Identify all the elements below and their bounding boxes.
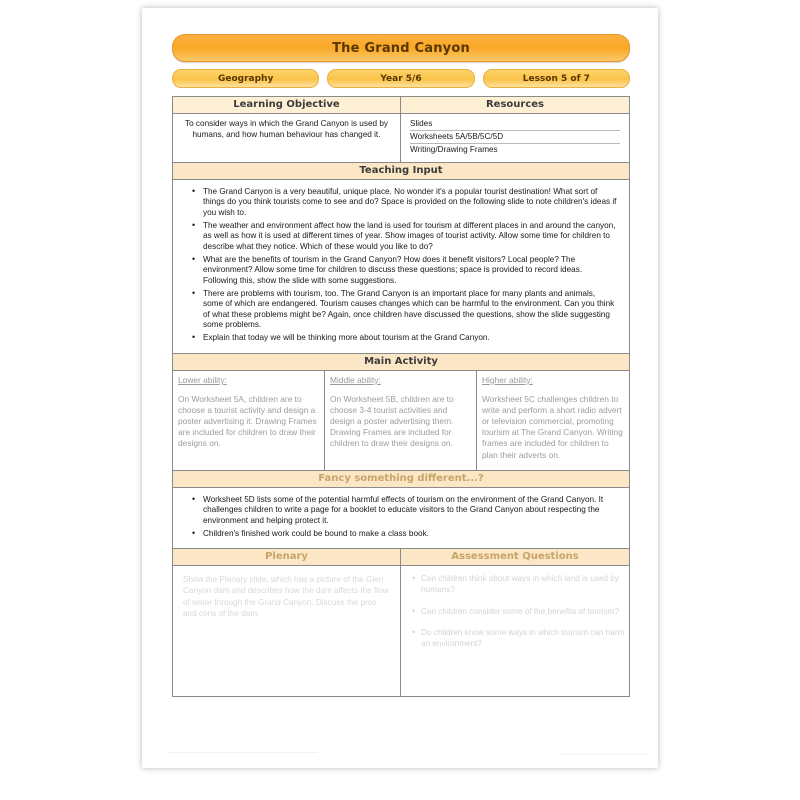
teaching-input-list	[185, 187, 617, 344]
list-item: Writing/Drawing Frames	[410, 145, 498, 155]
lower-ability-body: On Worksheet 5A, children are to choose a tourist activity and design a poster advertising it. Drawing Frames are included for children to draw their designs on.	[178, 393, 317, 449]
main-activity-middle-column	[325, 371, 477, 471]
table-row-plenary-assessment-headers	[173, 549, 629, 566]
fancy-body	[177, 490, 625, 547]
teaching-input-body	[177, 182, 625, 351]
middle-ability-body: On Worksheet 5B, children are to choose 3-4 tourist activities and design a poster advertising them. Drawing Frames are included for children to draw their designs on.	[330, 393, 454, 449]
table-row-plenary-assessment-body	[173, 566, 629, 697]
teaching-input-header: Teaching Input	[173, 163, 629, 180]
page-title: The Grand Canyon	[332, 40, 470, 56]
list-item: • Do children know some ways in which tourism can harm an environment?	[421, 628, 625, 649]
teaching-input-cell	[173, 180, 629, 354]
learning-objective-text: To consider ways in which the Grand Canyon is used by humans, and how human behaviour has changed it.	[185, 119, 388, 139]
lesson-pill	[483, 69, 630, 88]
resources-header: Resources	[401, 97, 629, 114]
list-item: Slides	[410, 118, 620, 131]
document-title-banner	[172, 34, 630, 62]
table-row-fancy-body	[173, 488, 629, 550]
year-pill	[327, 69, 474, 88]
fancy-something-different-header: Fancy something different...?	[173, 471, 629, 488]
table-row-teaching-body	[173, 180, 629, 354]
higher-ability-body: Worksheet 5C challenges children to write and perform a short radio advert or television commercial, promoting tourism at The Grand Canyon. Writing frames are included for children to plan their adverts on.	[482, 393, 623, 460]
plenary-text: Show the Plenary slide, which has a picture of the Glen Canyon dam and describes how the dam affects the flow of water through the Grand Canyon. Discuss the pros and cons of the dam.	[183, 575, 389, 618]
list-item: Worksheets 5A/5B/5C/5D	[410, 131, 620, 144]
subject-pill	[172, 69, 319, 88]
plenary-header: Plenary	[173, 549, 401, 566]
learning-objective-header: Learning Objective	[173, 97, 401, 114]
plenary-cell	[173, 566, 401, 697]
assessment-questions-list	[405, 574, 625, 649]
table-row-teaching-header	[173, 163, 629, 180]
list-item: • Worksheet 5D lists some of the potential harmful effects of tourism on the environment of the Grand Canyon. It challenges children to write a page for a booklet to educate visitors to the Grand Canyon about respecting the environment and helping protect it.	[201, 495, 617, 527]
assessment-questions-cell	[401, 566, 629, 697]
main-activity-lower-column	[173, 371, 325, 471]
lesson-plan-table	[172, 96, 630, 697]
table-row-main-activity-columns	[173, 371, 629, 471]
main-activity-higher-column	[477, 371, 629, 471]
main-activity-header: Main Activity	[173, 354, 629, 371]
list-item: • What are the benefits of tourism in the Grand Canyon? How does it benefit visitors? Local people? The environment? Allow some time for children to discuss these questions; space is provided to record ideas. Following this, show the slide with some suggestions.	[201, 255, 617, 287]
lesson-plan-document	[150, 14, 650, 762]
list-item: • There are problems with tourism, too. The Grand Canyon is an important place for many plants and animals, some of which are endangered. Tourism causes changes which can be harmful to the environment. Can you think of what these problems might be? Again, once children have discussed the questions, show the slide suggesting some problems.	[201, 289, 617, 332]
list-item: • Explain that today we will be thinking more about tourism at the Grand Canyon.	[201, 333, 617, 344]
higher-ability-label: Higher ability:	[482, 374, 533, 385]
list-item: • The weather and environment affect how the land is used for tourism at different places in and around the canyon, as well as how it is used at different times of year. Show images of tourist activity. Allow some time for children to describe what they notice. Which of these would you like to do?	[201, 221, 617, 253]
fancy-list	[185, 495, 617, 540]
resources-list	[405, 116, 625, 160]
page-footer-rule-left	[168, 752, 318, 753]
page-footer-rule-right	[560, 754, 650, 755]
list-item: • The Grand Canyon is a very beautiful, unique place. No wonder it's a popular tourist destination! What sort of things do you think tourists come to see and do? Space is provided on the following slide to note children's ideas if you wish to.	[201, 187, 617, 219]
middle-ability-label: Middle ability:	[330, 374, 381, 385]
fancy-something-different-cell	[173, 488, 629, 550]
learning-objective-cell	[173, 114, 401, 163]
list-item: • Can children consider some of the benefits of tourism?	[421, 607, 625, 618]
assessment-questions-header: Assessment Questions	[401, 549, 629, 566]
metadata-pills	[172, 69, 630, 88]
table-row-main-activity-header	[173, 354, 629, 371]
list-item: • Children's finished work could be bound to make a class book.	[201, 529, 617, 540]
resources-cell	[401, 114, 629, 163]
table-row-fancy-header	[173, 471, 629, 488]
table-row-headers-objective-resources	[173, 97, 629, 114]
document-content	[172, 34, 630, 697]
subject-label: Geography	[217, 73, 274, 84]
table-row-objective-resources	[173, 114, 629, 163]
lower-ability-label: Lower ability:	[178, 374, 227, 385]
year-label: Year 5/6	[380, 73, 422, 84]
lesson-label: Lesson 5 of 7	[522, 73, 590, 84]
list-item: • Can children think about ways in which land is used by humans?	[421, 574, 625, 595]
